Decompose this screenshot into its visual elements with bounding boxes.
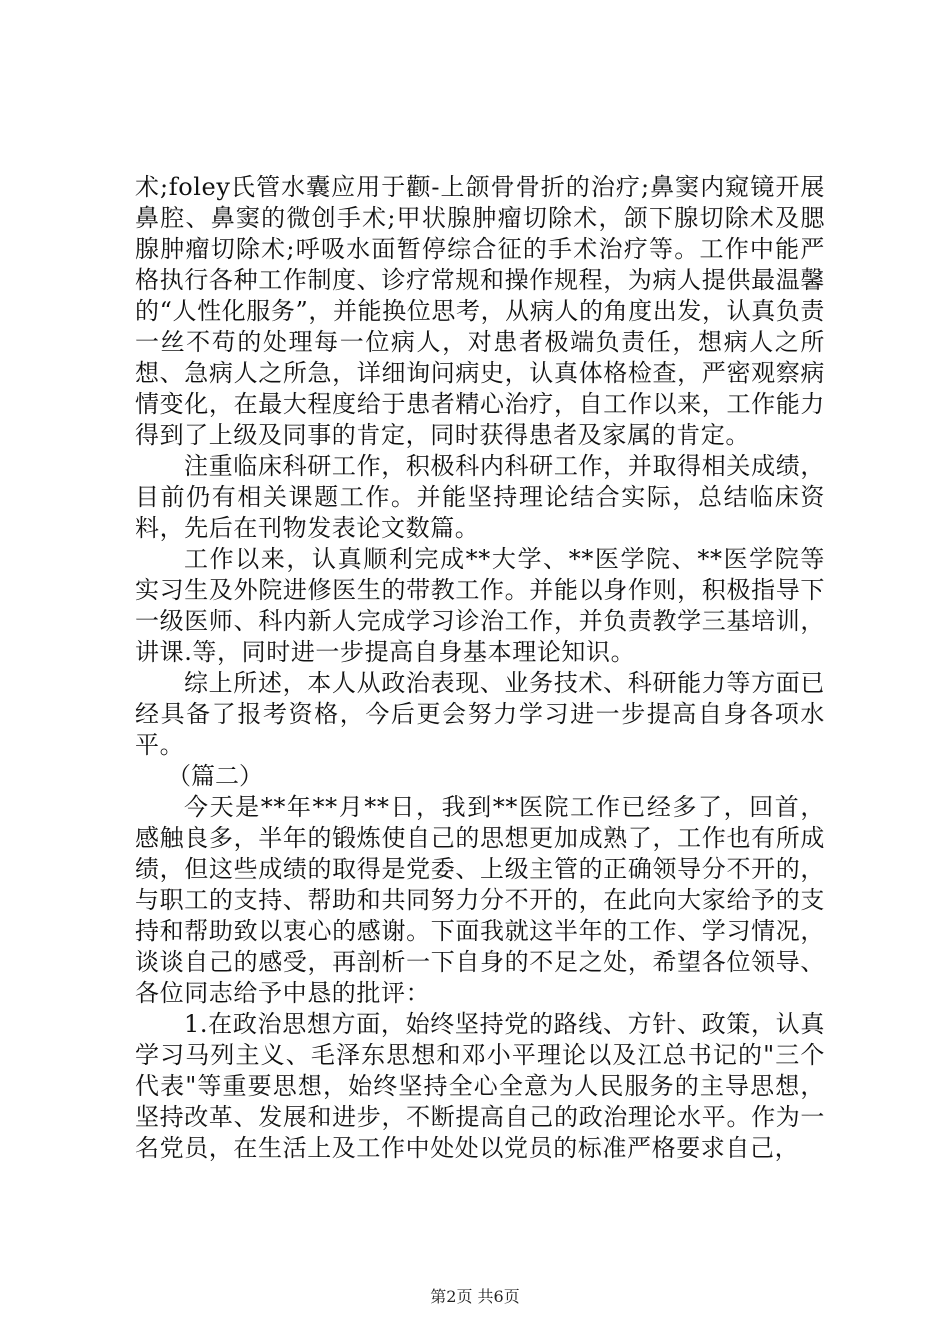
document-body: [135, 172, 825, 1164]
paragraph-4: 综上所述，本人从政治表现、业务技术、科研能力等方面已经具备了报考资格，今后更会努力学习进一步提高自身各项水平。: [135, 669, 825, 759]
paragraph-5: 今天是**年**月**日，我到**医院工作已经多了，回首，感触良多，半年的锻炼使自己的思想更加成熟了，工作也有所成绩，但这些成绩的取得是党委、上级主管的正确领导分不开的，与职工的支持、帮助和共同努力分不开的，在此向大家给予的支持和帮助致以衷心的感谢。下面我就这半年的工作、学习情况，谈谈自己的感受，再剖析一下自身的不足之处，希望各位领导、各位同志给予中恳的批评：: [135, 793, 825, 1007]
paragraph-6: 1.在政治思想方面，始终坚持党的路线、方针、政策，认真学习马列主义、毛泽东思想和邓小平理论以及江总书记的"三个代表"等重要思想，始终坚持全心全意为人民服务的主导思想，坚持改革、发展和进步，不断提高自己的政治理论水平。作为一名党员，在生活上及工作中处处以党员的标准严格要求自己，: [135, 1010, 825, 1162]
paragraph-3: 工作以来，认真顺利完成**大学、**医学院、**医学院等实习生及外院进修医生的带教工作。并能以身作则，积极指导下一级医师、科内新人完成学习诊治工作，并负责教学三基培训，讲课.等，同时进一步提高自身基本理论知识。: [135, 545, 825, 666]
paragraph-2: 注重临床科研工作，积极科内科研工作，并取得相关成绩，目前仍有相关课题工作。并能坚持理论结合实际，总结临床资料，先后在刊物发表论文数篇。: [135, 452, 825, 542]
page-footer: 第2页 共6页: [430, 1287, 520, 1306]
paragraph-1: 术;foley氏管水囊应用于颧-上颌骨骨折的治疗;鼻窦内窥镜开展鼻腔、鼻窦的微创手术;甲状腺肿瘤切除术，颌下腺切除术及腮腺肿瘤切除术;呼吸水面暂停综合征的手术治疗等。工作中能严格执行各种工作制度、诊疗常规和操作规程，为病人提供最温馨的“人性化服务”，并能换位思考，从病人的角度出发，认真负责一丝不苟的处理每一位病人，对患者极端负责任，想病人之所想、急病人之所急，详细询问病史，认真体格检查，严密观察病情变化，在最大程度给于患者精心治疗，自工作以来，工作能力得到了上级及同事的肯定，同时获得患者及家属的肯定。: [135, 173, 825, 449]
section-title: （篇二）: [167, 762, 263, 790]
